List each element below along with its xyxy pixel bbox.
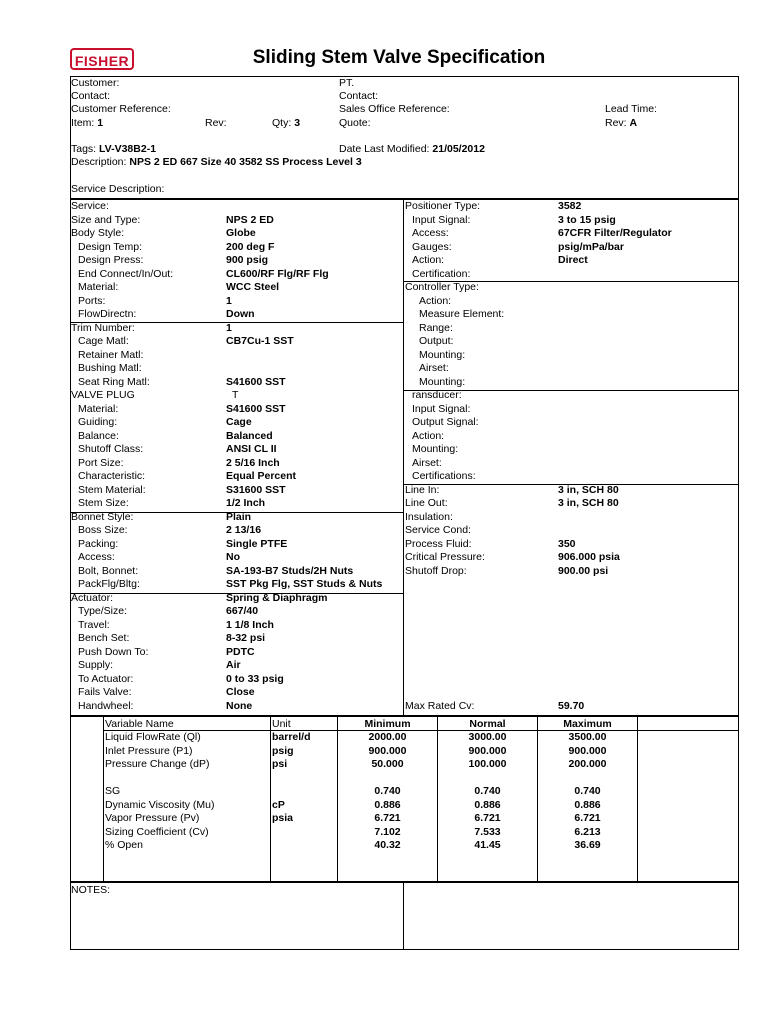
pt-label: PT. (339, 77, 355, 89)
table-cell-min: 7.102 (374, 825, 401, 838)
right_rows-value: 67CFR Filter/Regulator (558, 227, 672, 239)
right_rows-label: Line Out: (405, 497, 448, 509)
left_rows-row (71, 578, 401, 592)
table-cell-unit: psi (272, 758, 288, 770)
table-cell-name: Liquid FlowRate (Ql) (105, 731, 201, 743)
left_rows-label: Access: (78, 551, 115, 563)
left_rows-row (71, 484, 401, 498)
right_rows-label: Controller Type: (405, 281, 479, 293)
right_rows-row (405, 457, 735, 471)
notes-label: NOTES: (71, 884, 111, 896)
right_rows-row (405, 308, 735, 322)
right_rows-value: 3 in, SCH 80 (558, 497, 619, 509)
left_rows-row (71, 322, 401, 336)
left_rows-value: 1/2 Inch (226, 497, 266, 509)
left_rows-value: NPS 2 ED (226, 213, 274, 226)
left_rows-value: Globe (226, 227, 256, 239)
right_rows-label: Access: (412, 227, 449, 239)
right_rows-row (405, 497, 735, 511)
right_rows-label: Shutoff Drop: (405, 564, 467, 577)
left_rows-value: 2 13/16 (226, 524, 262, 536)
right_rows-label: Range: (419, 321, 453, 334)
left_rows-label: Material: (78, 281, 119, 293)
left_rows-label: End Connect/In/Out: (78, 267, 174, 280)
spec-center-divider (403, 199, 404, 716)
customer-info-box (70, 76, 739, 199)
left_rows-value: S41600 SST (226, 375, 286, 388)
right_rows-row (405, 214, 735, 228)
table-cell-max: 6.213 (574, 825, 601, 838)
table-col-line (637, 716, 638, 882)
right_rows-value: 3 in, SCH 80 (558, 483, 619, 496)
left_rows-label: Cage Matl: (78, 335, 129, 347)
qty-value: 3 (294, 117, 301, 129)
date-label: Date Last Modified: (339, 143, 430, 155)
table-cell-norm: 41.45 (474, 839, 501, 851)
right_rows-row (405, 470, 735, 484)
table-cell-unit: psig (272, 744, 294, 757)
left_rows-row (71, 430, 401, 444)
left_rows-row (71, 362, 401, 376)
left_rows-row (71, 457, 401, 471)
left_rows-value: Single PTFE (226, 537, 288, 550)
table-cell-norm: 0.740 (474, 785, 501, 797)
left_rows-label: Handwheel: (78, 699, 134, 712)
tags-value: LV-V38B2-1 (99, 143, 157, 155)
left_rows-label: Design Temp: (78, 240, 143, 253)
left_rows-row (71, 632, 401, 646)
rev-label: Rev: (205, 117, 227, 129)
left_rows-label: FlowDirectn: (78, 308, 137, 320)
left_rows-row (71, 619, 401, 633)
date-field (339, 143, 485, 157)
left_rows-value: CB7Cu-1 SST (226, 335, 294, 347)
left_rows-value: 900 psig (226, 254, 269, 266)
right_rows-value: 350 (558, 537, 576, 550)
description-field (71, 156, 362, 170)
right_rows-label: Gauges: (412, 240, 452, 253)
col-header-unit: Unit (272, 718, 291, 730)
left_rows-value: ANSI CL II (226, 443, 277, 455)
left_rows-label: VALVE PLUG (71, 389, 135, 401)
left_rows-value: Close (226, 686, 255, 698)
left_rows-value: Air (226, 659, 241, 671)
right_rows-value: 3582 (558, 200, 582, 212)
col-header-maximum: Maximum (563, 718, 612, 730)
left_rows-label: Supply: (78, 659, 114, 671)
right_rows-row (405, 322, 735, 336)
left_rows-label: Boss Size: (78, 524, 128, 536)
right_rows-row (405, 227, 735, 241)
max-rated-cv-label: Max Rated Cv: (405, 700, 475, 712)
left_rows-label: Design Press: (78, 254, 144, 266)
left_rows-label: Balance: (78, 429, 119, 442)
left_rows-label: Stem Size: (78, 497, 129, 509)
table-cell-min: 0.886 (374, 798, 401, 811)
left_rows-row (71, 308, 401, 322)
left_rows-value: Plain (226, 510, 252, 523)
col-header-normal: Normal (469, 718, 506, 730)
left_rows-label: Travel: (78, 618, 110, 631)
left_rows-row (71, 511, 401, 525)
left_rows-row (71, 254, 401, 268)
table-cell-name: SG (105, 785, 121, 797)
right_rows-row (405, 511, 735, 525)
table-cell-max: 900.000 (568, 744, 607, 757)
right_rows-row (405, 241, 735, 255)
left_rows-value: 1 (226, 294, 232, 307)
right_rows-row (405, 430, 735, 444)
right_rows-row (405, 403, 735, 417)
right_rows-label: Airset: (419, 362, 449, 374)
left_rows-value: 667/40 (226, 605, 259, 617)
table-col-line (103, 716, 104, 882)
right_rows-label: Measure Element: (419, 308, 505, 320)
left_rows-value: Balanced (226, 429, 273, 442)
left_rows-label: Shutoff Class: (78, 443, 144, 455)
left_rows-row (71, 214, 401, 228)
left_rows-row (71, 673, 401, 687)
quote-label: Quote: (339, 117, 371, 129)
table-cell-max: 0.886 (574, 798, 601, 811)
table-cell-min: 0.740 (374, 785, 401, 797)
table-cell-norm: 6.721 (474, 812, 501, 824)
right_rows-label: Certification: (412, 267, 471, 280)
left_rows-label: Actuator: (71, 591, 114, 604)
left_rows-label: To Actuator: (78, 672, 134, 685)
left_rows-value: Spring & Diaphragm (226, 591, 328, 604)
left_rows-label: Ports: (78, 294, 106, 307)
left_rows-value: No (226, 551, 240, 563)
table-cell-min: 6.721 (374, 812, 401, 824)
tags-label: Tags: (71, 143, 97, 155)
left_rows-label: Bonnet Style: (71, 510, 134, 523)
table-cell-min: 40.32 (374, 839, 401, 851)
right_rows-label: Certifications: (412, 470, 476, 482)
col-header-variable: Variable Name (105, 718, 174, 730)
left_rows-row (71, 538, 401, 552)
right_rows-label: Mounting: (419, 348, 466, 361)
right_rows-label: Action: (412, 429, 445, 442)
left_rows-value: WCC Steel (226, 281, 280, 293)
right_rows-label: Output: (419, 335, 454, 347)
left_rows-label: Port Size: (78, 456, 124, 469)
left_rows-row (71, 349, 401, 363)
right_rows-row (405, 349, 735, 363)
right_rows-row (405, 335, 735, 349)
tags-field (71, 143, 156, 157)
left_rows-value: SST Pkg Flg, SST Studs & Nuts (226, 578, 383, 590)
left_rows-row (71, 295, 401, 309)
right_rows-row (405, 551, 735, 565)
right_rows-row (405, 254, 735, 268)
right_rows-label: Input Signal: (412, 213, 471, 226)
left_rows-value: CL600/RF Flg/RF Flg (226, 267, 329, 280)
left_rows-row (71, 524, 401, 538)
right_rows-row (405, 389, 735, 403)
left_rows-label: Type/Size: (78, 605, 128, 617)
left_rows-row (71, 470, 401, 484)
left_rows-label: Retainer Matl: (78, 348, 144, 361)
left_rows-row (71, 646, 401, 660)
table-cell-max: 6.721 (574, 812, 601, 824)
left_rows-label: Seat Ring Matl: (78, 375, 150, 388)
left_rows-value: 8-32 psi (226, 632, 266, 644)
right_rows-row (405, 443, 735, 457)
table-cell-unit: barrel/d (272, 731, 311, 743)
left_rows-label: PackFlg/Bltg: (78, 578, 140, 590)
table-cell-max: 3500.00 (568, 731, 607, 743)
right_rows-row (405, 268, 735, 282)
page-title: Sliding Stem Valve Specification (252, 47, 546, 68)
right_rows-value: psig/mPa/bar (558, 240, 624, 253)
left_rows-label: Body Style: (71, 227, 125, 239)
customer-reference-label: Customer Reference: (71, 103, 171, 115)
table-cell-min: 50.000 (371, 758, 404, 770)
table-cell-name: Vapor Pressure (Pv) (105, 812, 200, 824)
right_rows-label: Mounting: (419, 375, 466, 388)
left_rows-value: Down (226, 308, 255, 320)
left_rows-label: Characteristic: (78, 470, 146, 482)
right_rows-row (405, 362, 735, 376)
left_rows-row (71, 592, 401, 606)
left_rows-label: Guiding: (78, 416, 118, 428)
table-cell-unit: psia (272, 812, 294, 824)
item-value: 1 (97, 117, 104, 129)
left_rows-row (71, 565, 401, 579)
accessory-spec-list (405, 200, 735, 578)
table-cell-name: Dynamic Viscosity (Mu) (105, 798, 215, 811)
left_rows-row (71, 200, 401, 214)
right_rows-row (405, 565, 735, 579)
left_rows-value: S41600 SST (226, 402, 286, 415)
left_rows-value: 2 5/16 Inch (226, 456, 280, 469)
left_rows-row (71, 605, 401, 619)
qty-field (272, 117, 300, 131)
customer-label: Customer: (71, 77, 120, 89)
left_rows-label: Size and Type: (71, 213, 141, 226)
left_rows-row (71, 416, 401, 430)
right_rows-label: Input Signal: (412, 402, 471, 415)
table-cell-max: 0.740 (574, 785, 601, 797)
table-cell-max: 36.69 (574, 839, 601, 851)
contact2-label: Contact: (339, 90, 379, 102)
lead-time-label: Lead Time: (605, 103, 657, 115)
right_rows-row (405, 416, 735, 430)
right_rows-label: Action: (419, 294, 452, 307)
table-cell-name: Sizing Coefficient (Cv) (105, 825, 209, 838)
left_rows-row (71, 403, 401, 417)
left_rows-label: Service: (71, 200, 109, 212)
description-label: Description: (71, 156, 127, 168)
left_rows-row (71, 268, 401, 282)
item-field (71, 117, 103, 131)
left_rows-row (71, 700, 401, 714)
contact-label: Contact: (71, 90, 111, 102)
right_rows-label: Process Fluid: (405, 537, 472, 550)
left_rows-row (71, 686, 401, 700)
right_rows-value: 906.000 psia (558, 551, 620, 563)
left_rows-row (71, 443, 401, 457)
left_rows-row (71, 551, 401, 565)
right_rows-row (405, 484, 735, 498)
right_rows-row (405, 200, 735, 214)
table-cell-min: 900.000 (368, 744, 407, 757)
right_rows-label: Airset: (412, 456, 442, 469)
rev2-value: A (629, 117, 638, 129)
table-cell-name: Pressure Change (dP) (105, 758, 210, 770)
left_rows-row (71, 227, 401, 241)
left_rows-value: S31600 SST (226, 483, 286, 496)
left_rows-label: Material: (78, 402, 119, 415)
valve-spec-list (71, 200, 401, 713)
left_rows-label: Stem Material: (78, 483, 146, 496)
max-rated-cv-value: 59.70 (558, 700, 585, 712)
right_rows-label: ransducer: (412, 389, 462, 401)
left_rows-value: 0 to 33 psig (226, 672, 284, 685)
table-cell-min: 2000.00 (368, 731, 407, 743)
right_rows-row (405, 538, 735, 552)
rev2-label: Rev: (605, 117, 627, 129)
left_rows-value: 1 (226, 321, 232, 334)
left_rows-row (71, 376, 401, 390)
col-header-minimum: Minimum (364, 718, 411, 730)
right_rows-label: Insulation: (405, 510, 453, 523)
left_rows-row (71, 389, 401, 403)
left_rows-label: Bench Set: (78, 632, 130, 644)
date-value: 21/05/2012 (432, 143, 485, 155)
left_rows-label: Trim Number: (71, 321, 135, 334)
table-cell-max: 200.000 (568, 758, 607, 770)
table-cell-name: % Open (105, 839, 143, 851)
notes-divider (403, 882, 404, 950)
notes-box (70, 882, 739, 950)
left_rows-value: PDTC (226, 645, 255, 658)
right_rows-label: Service Cond: (405, 524, 471, 536)
left_rows-row (71, 497, 401, 511)
right_rows-label: Line In: (405, 483, 440, 496)
right_rows-row (405, 295, 735, 309)
table-cell-norm: 0.886 (474, 798, 501, 811)
left_rows-value: 1 1/8 Inch (226, 618, 274, 631)
left_rows-row (71, 241, 401, 255)
table-cell-unit: cP (272, 798, 285, 811)
sales-office-label: Sales Office Reference: (339, 103, 450, 115)
fisher-logo: FISHER (70, 48, 134, 70)
right_rows-label: Critical Pressure: (405, 551, 485, 563)
right_rows-row (405, 524, 735, 538)
service-description-label: Service Description: (71, 183, 165, 195)
left_rows-value: Equal Percent (226, 470, 297, 482)
rev2-field (605, 117, 637, 131)
description-value: NPS 2 ED 667 Size 40 3582 SS Process Level 3 (129, 156, 362, 168)
left_rows-label: Bushing Matl: (78, 362, 142, 374)
right_rows-row (405, 376, 735, 390)
right_rows-label: Action: (412, 254, 445, 266)
table-cell-norm: 900.000 (468, 744, 507, 757)
left_rows-label: Fails Valve: (78, 686, 132, 698)
table-col-line (270, 716, 271, 882)
table-cell-norm: 7.533 (474, 825, 501, 838)
right_rows-label: Mounting: (412, 443, 459, 455)
left_rows-label: Bolt, Bonnet: (78, 564, 139, 577)
left_rows-value: SA-193-B7 Studs/2H Nuts (226, 564, 354, 577)
right_rows-value: 3 to 15 psig (558, 213, 616, 226)
qty-label: Qty: (272, 117, 292, 129)
left_rows-value: None (226, 699, 253, 712)
table-cell-norm: 3000.00 (468, 731, 507, 743)
left_rows-label: Packing: (78, 537, 119, 550)
right_rows-row (405, 281, 735, 295)
table-cell-norm: 100.000 (468, 758, 507, 770)
right_rows-label: Positioner Type: (405, 200, 481, 212)
left_rows-label: Push Down To: (78, 645, 149, 658)
right_rows-value: 900.00 psi (558, 564, 609, 577)
item-label: Item: (71, 117, 95, 129)
left_rows-value: 200 deg F (226, 240, 275, 253)
left_rows-row (71, 281, 401, 295)
left_rows-row (71, 659, 401, 673)
left_rows-value: Cage (226, 416, 252, 428)
right_rows-label: Output Signal: (412, 416, 479, 428)
left_rows-value: T (232, 389, 239, 401)
right_rows-value: Direct (558, 254, 588, 266)
left_rows-row (71, 335, 401, 349)
table-cell-name: Inlet Pressure (P1) (105, 744, 193, 757)
